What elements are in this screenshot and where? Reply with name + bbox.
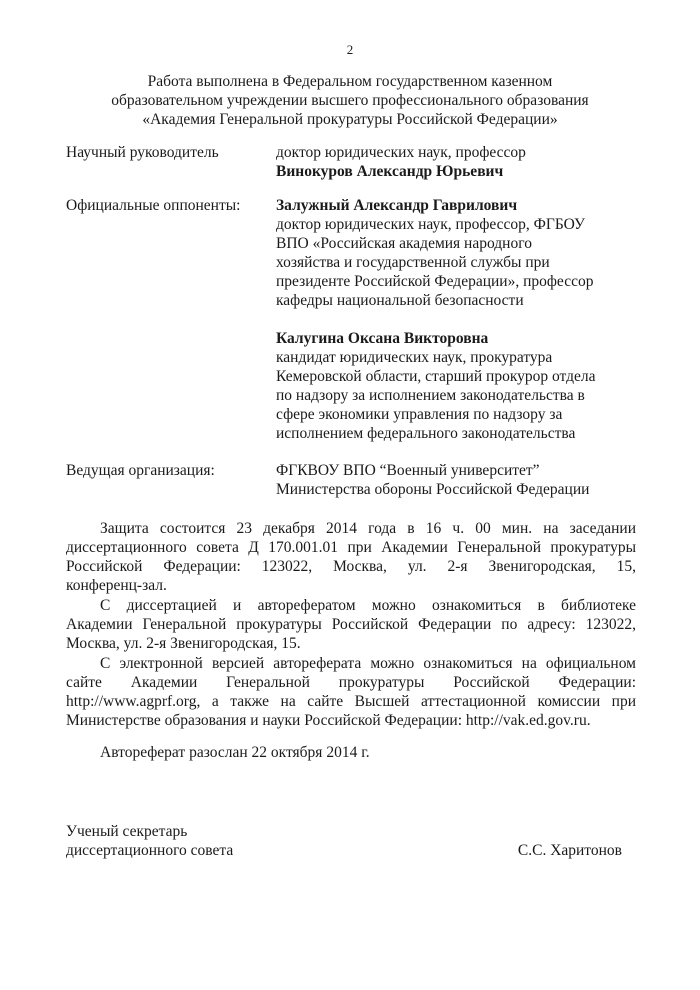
paragraph-line: С электронной версией автореферата можно ознакомиться на официальном xyxy=(100,655,636,672)
opponent-detail: кафедры национальной безопасности xyxy=(276,292,524,309)
paragraph-line: Москва, ул. 2-я Звенигородская, 15. xyxy=(66,635,301,652)
online-paragraph xyxy=(66,654,636,730)
page-number: 2 xyxy=(346,42,354,57)
lead-org-line: Министерства обороны Российской Федерации xyxy=(276,481,590,498)
opponent-detail: сфере экономики управления по надзору за xyxy=(276,406,563,423)
lead-org-label: Ведущая организация: xyxy=(66,462,215,479)
paragraph-line: Академии Генеральной прокуратуры Российской Федерации по адресу: 123022, xyxy=(66,616,636,633)
paragraph-line: Российской Федерации: 123022, Москва, ул. 2-я Звенигородская, 15, xyxy=(66,558,636,575)
opponent-detail: Кемеровской области, старший прокурор отдела xyxy=(276,368,596,385)
signature-block xyxy=(66,822,636,860)
paragraph-line: сайте Академии Генеральной прокуратуры Российской Федерации: xyxy=(66,674,636,691)
defense-paragraph xyxy=(66,519,636,595)
lead-org-line: ФГКВОУ ВПО “Военный университет” xyxy=(276,462,540,479)
opponent-name: Калугина Оксана Викторовна xyxy=(276,330,489,347)
supervisor-label: Научный руководитель xyxy=(66,144,219,161)
paragraph-line: конференц-зал. xyxy=(66,577,167,594)
supervisor-name: Винокуров Александр Юрьевич xyxy=(276,163,504,180)
library-paragraph xyxy=(66,596,636,653)
paragraph-line: Защита состоится 23 декабря 2014 года в 16 ч. 00 мин. на заседании xyxy=(100,520,636,537)
signature-title-line: диссертационного совета xyxy=(66,842,234,859)
institution-header xyxy=(0,72,700,129)
supervisor-degree: доктор юридических наук, профессор xyxy=(276,144,526,161)
opponents-label: Официальные оппоненты: xyxy=(66,197,241,214)
lead-org-info xyxy=(276,461,636,499)
header-line: образовательном учреждении высшего профессионального образования xyxy=(111,92,589,109)
opponent-detail: ВПО «Российская академия народного xyxy=(276,235,532,252)
opponent-1 xyxy=(276,196,636,310)
paragraph-line: С диссертацией и авторефератом можно ознакомиться в библиотеке xyxy=(100,597,636,614)
header-line: Работа выполнена в Федеральном государственном казенном xyxy=(147,73,553,90)
paragraph-line: http://www.agprf.org, а также на сайте Высшей аттестационной комиссии при xyxy=(66,693,636,710)
opponent-detail: хозяйства и государственной службы при xyxy=(276,254,550,271)
opponent-detail: кандидат юридических наук, прокуратура xyxy=(276,349,553,366)
signature-title-line: Ученый секретарь xyxy=(66,823,188,840)
paragraph-line: диссертационного совета Д 170.001.01 при Академии Генеральной прокуратуры xyxy=(66,539,636,556)
opponent-detail: доктор юридических наук, профессор, ФГБОУ xyxy=(276,216,585,233)
opponent-name: Залужный Александр Гаврилович xyxy=(276,197,518,214)
signature-name: С.С. Харитонов xyxy=(517,842,622,859)
opponent-detail: по надзору за исполнением законодательства в xyxy=(276,387,585,404)
opponent-detail: исполнением федерального законодательства xyxy=(276,425,576,442)
sent-date: Автореферат разослан 22 октября 2014 г. xyxy=(100,744,370,761)
opponent-2 xyxy=(276,329,636,443)
supervisor-info xyxy=(276,143,636,181)
header-line: «Академия Генеральной прокуратуры Российской Федерации» xyxy=(142,111,558,128)
opponent-detail: президенте Российской Федерации», профессор xyxy=(276,273,594,290)
paragraph-line: Министерстве образования и науки Российской Федерации: http://vak.ed.gov.ru. xyxy=(66,712,591,729)
